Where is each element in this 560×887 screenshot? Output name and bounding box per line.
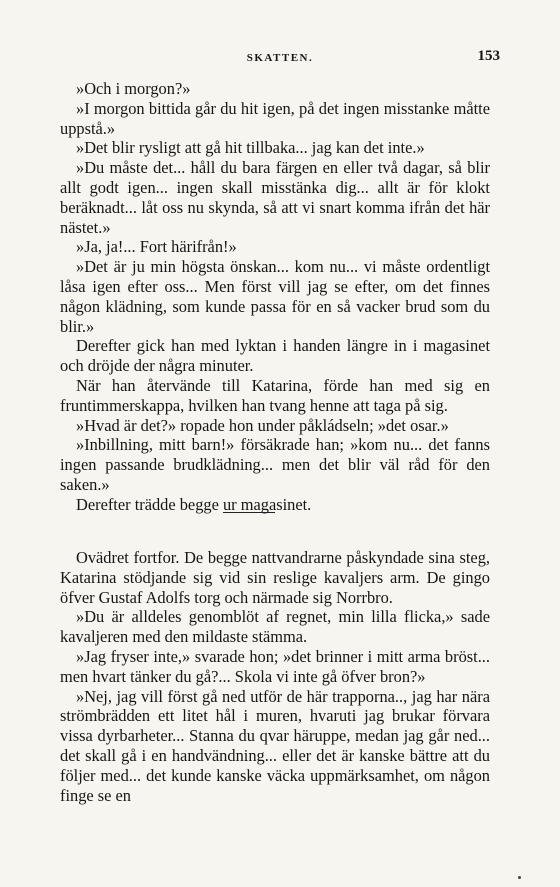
paragraph: »Ja, ja!... Fort härifrån!» (76, 237, 237, 257)
paragraph: »Nej, jag vill först gå ned utför de här trapporna.., jag har nära strömbrädden ett litet hål i muren, hvaruti jag brukar förvara vissa dyrbarheter... Stanna du qvar häruppe, medan jag går ned... det skall gå i en handvändning... eller det är kanske bättre att du följer med... det kunde kanske väcka uppmärksamhet, om någon finge se en (60, 686, 490, 805)
paragraph: När han återvände till Katarina, förde han med sig en fruntimmerskappa, hvilken han tvang henne att taga på sig. (60, 375, 490, 415)
paragraph: »Jag fryser inte,» svarade hon; »det brinner i mitt arma bröst... men hvart tänker du gå?... Skola vi inte gå öfver bron?» (60, 646, 490, 686)
paragraph: »Det blir rysligt att gå hit tillbaka... jag kan det inte.» (76, 138, 425, 158)
running-title: SKATTEN. (246, 52, 314, 64)
paragraph: »Hvad är det?» ropade hon under påkládseln; »det osar.» (76, 415, 449, 435)
section-divider (223, 512, 275, 513)
paragraph: »Inbillning, mitt barn!» försäkrade han; »kom nu... det fanns ingen passande brudklädning... men det blir väl råd för den saken.» (60, 435, 490, 494)
paragraph: Derefter gick han med lyktan i handen längre in i magasinet och dröjde der några minuter. (60, 336, 490, 376)
paragraph: »I morgon bittida går du hit igen, på det ingen misstanke måtte uppstå.» (60, 98, 490, 138)
text-section-2 (60, 548, 490, 805)
print-speck (518, 876, 521, 879)
paragraph: »Du är alldeles genomblöt af regnet, min lilla flicka,» sade kavaljeren med den mildaste stämma. (60, 607, 490, 647)
text-section-1 (60, 79, 490, 515)
paragraph: Ovädret fortfor. De begge nattvandrarne påskyndade sina steg, Katarina stödjande sig vid sin reslige kavaljers arm. De gingo öfver Gustaf Adolfs torg och närmade sig Norrbro. (60, 548, 490, 607)
paragraph: »Du måste det... håll du bara färgen en eller två dagar, så blir allt godt igen... ingen skall misstänka dig... allt är för klokt beräknadt... låt oss nu skynda, så att vi snart komma ifrån det här nästet.» (60, 158, 490, 237)
paragraph: »Och i morgon?» (76, 79, 191, 98)
paragraph: »Det är ju min högsta önskan... kom nu... vi måste ordentligt låsa igen efter oss... Men först vill jag se efter, om det finnes någon klädning, som kunde passa för en så vacker brud som du blir.» (60, 257, 490, 336)
paragraph: Derefter trädde begge ur magasinet. (76, 494, 312, 514)
page-number: 153 (477, 48, 500, 64)
page-header (60, 46, 500, 68)
